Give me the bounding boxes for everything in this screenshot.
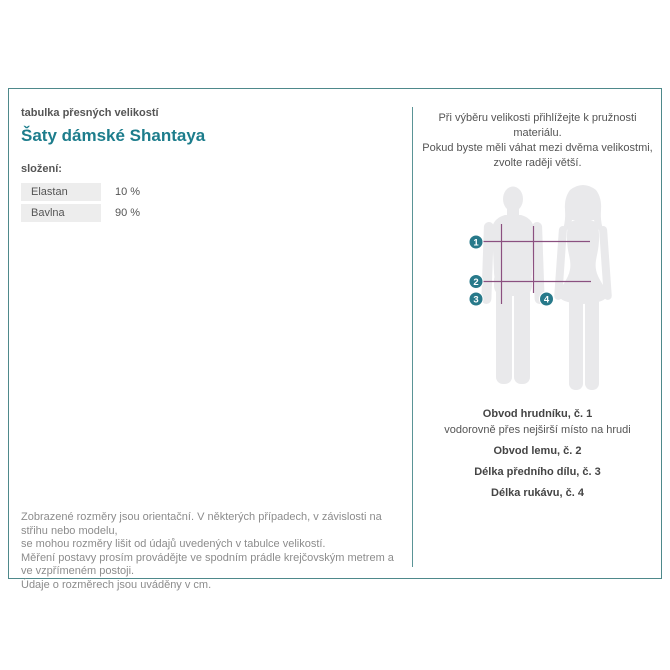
material-name-cell: Bavlna	[21, 204, 101, 222]
measurement-label: Délka rukávu, č. 4	[491, 487, 584, 499]
advice-line: Při výběru velikosti přihlížejte k pružnosti materiálu.	[438, 112, 637, 139]
footnote	[21, 511, 407, 592]
table-eyebrow: tabulka přesných velikostí	[21, 107, 159, 119]
advice-line: Pokud byste měli váhat mezi dvěma velikostmi,	[422, 142, 653, 154]
footnote-line: Zobrazené rozměry jsou orientační. V některých případech, v závislosti na střihu nebo modelu,	[21, 511, 382, 537]
material-value-cell: 90 %	[115, 207, 141, 219]
advice-line: zvolte raději větší.	[493, 157, 582, 169]
right-column	[413, 89, 662, 499]
measurement-label: Obvod lemu, č. 2	[493, 445, 582, 457]
marker-2-icon	[469, 275, 483, 289]
table-row	[21, 204, 403, 222]
size-chart-panel	[8, 88, 662, 591]
measurement-label: Délka předního dílu, č. 3	[474, 466, 601, 478]
marker-1-icon	[469, 235, 483, 249]
svg-text:1: 1	[473, 237, 479, 249]
measurement-note: vodorovně přes nejširší místo na hrudi	[444, 424, 631, 436]
svg-text:3: 3	[473, 294, 479, 306]
male-silhouette-icon	[481, 187, 545, 385]
material-name-cell: Elastan	[21, 183, 101, 201]
measurement-legend	[413, 408, 662, 499]
left-column	[21, 107, 403, 225]
composition-table	[21, 183, 403, 222]
table-row	[21, 183, 403, 201]
measurement-diagram	[413, 176, 663, 408]
marker-3-icon	[469, 292, 483, 306]
svg-text:4: 4	[543, 294, 550, 306]
product-title: Šaty dámské Shantaya	[21, 126, 206, 145]
measurement-label: Obvod hrudníku, č. 1	[482, 408, 593, 420]
material-value-cell: 10 %	[115, 186, 141, 198]
footnote-line: Měření postavy prosím provádějte ve spodním prádle krejčovským metrem a ve vzpřímeném postoji.	[21, 551, 394, 577]
size-advice	[413, 111, 662, 171]
marker-4-icon	[540, 292, 554, 306]
female-silhouette-icon	[554, 185, 612, 390]
svg-text:2: 2	[473, 277, 479, 288]
footnote-line: Údaje o rozměrech jsou uváděny v cm.	[21, 578, 212, 591]
footnote-line: se mohou rozměry lišit od údajů uvedených v tabulce velikostí.	[21, 538, 326, 550]
composition-label: složení:	[21, 163, 62, 175]
